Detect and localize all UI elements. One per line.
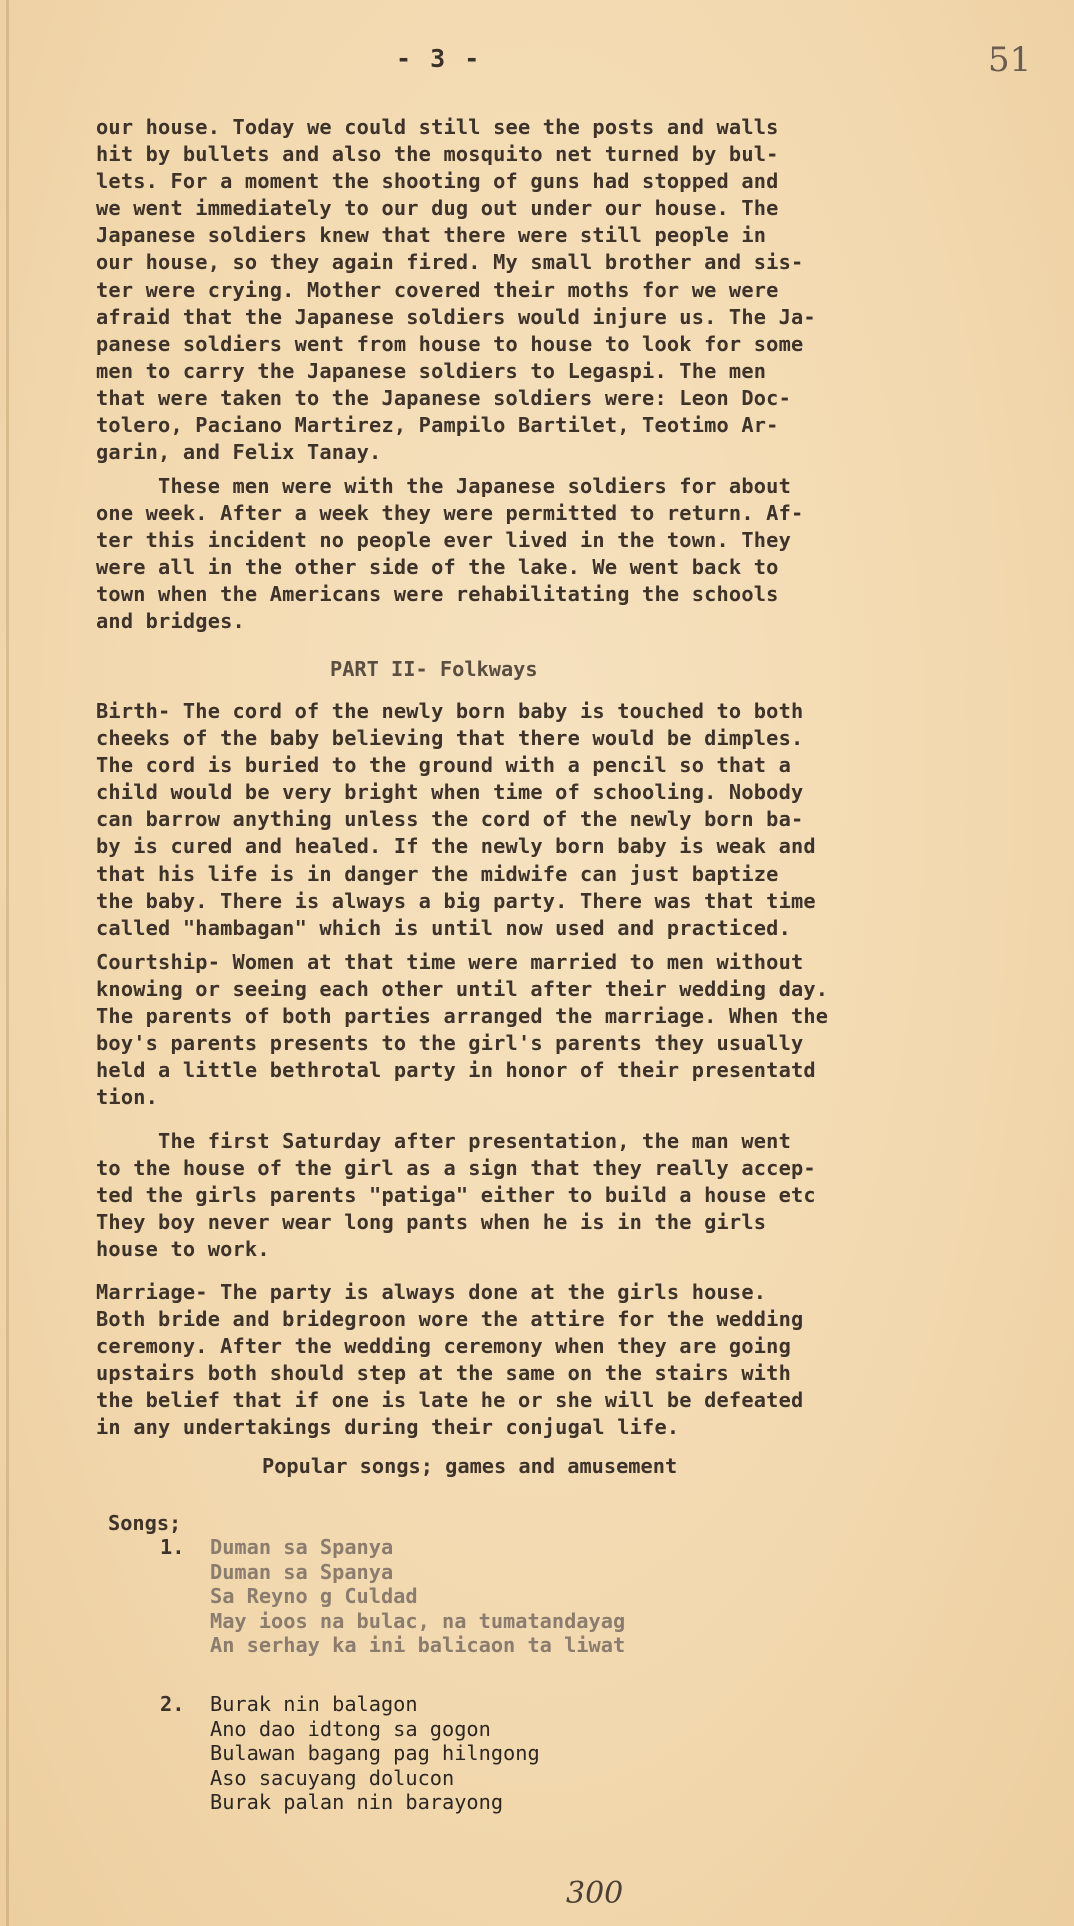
- song-number: 1.: [160, 1535, 185, 1559]
- song-lyrics: Duman sa Spanya Duman sa Spanya Sa Reyno g Culdad May ioos na bulac, na tumatandayag An serhay ka ini balicaon ta liwat: [210, 1535, 626, 1657]
- part-heading: PART II- Folkways: [330, 657, 538, 681]
- page-number: - 3 -: [396, 44, 482, 73]
- paragraph-marriage: Marriage- The party is always done at the girls house. Both bride and bridegroon wore the attire for the wedding ceremony. After the wedding ceremony when they are going upstairs both should step at the same on the stairs with the belief that if one is late he or she will be defeated in any undertakings during their conjugal life.: [96, 1280, 804, 1440]
- songs-label: Songs;: [108, 1511, 182, 1535]
- songs-section-heading: Popular songs; games and amusement: [262, 1454, 678, 1478]
- paragraph-presentation: The first Saturday after presentation, the man went to the house of the girl as a sign that they really accep- ted the girls parents "patiga" either to build a house etc They boy never wear long pants when he is in the girls house to work.: [96, 1129, 816, 1262]
- song-lyrics: Burak nin balagon Ano dao idtong sa gogon Bulawan bagang pag hilngong Aso sacuyang dolucon Burak palan nin barayong: [210, 1692, 540, 1814]
- paragraph-courtship: Courtship- Women at that time were married to men without knowing or seeing each other until after their wedding day. The parents of both parties arranged the marriage. When the boy's parents presents to the girl's parents they usually held a little bethrotal party in honor of their presentatd tion.: [96, 950, 829, 1110]
- folio-number: 51: [988, 40, 1032, 80]
- paragraph-birth: Birth- The cord of the newly born baby is touched to both cheeks of the baby believing that there would be dimples. The cord is buried to the ground with a pencil so that a child would be very bright when time of schooling. Nobody can barrow anything unless the cord of the newly born ba- by is cured and healed. If the newly born baby is weak and that his life is in danger the midwife can just baptize the baby. There is always a big party. There was that time called "hambagan" which is until now used and practiced.: [96, 699, 816, 940]
- page-crease: [6, 0, 9, 1926]
- song-number: 2.: [160, 1692, 185, 1716]
- archive-stamp: 300: [566, 1876, 624, 1911]
- paragraph-return: These men were with the Japanese soldiers for about one week. After a week they were permitted to return. Af- ter this incident no people ever lived in the town. They were all in the other side of the lake. We went back to town when the Americans were rehabilitating the schools and bridges.: [96, 474, 804, 634]
- paragraph-war-account: our house. Today we could still see the posts and walls hit by bullets and also the mosquito net turned by bul- lets. For a moment the shooting of guns had stopped and we went immediately to our dug out under our house. The Japanese soldiers knew that there were still people in our house, so they again fired. My small brother and sis- ter were crying. Mother covered their moths for we were afraid that the Japanese soldiers would injure us. The Ja- panese soldiers went from house to house to look for some men to carry the Japanese soldiers to Legaspi. The men that were taken to the Japanese soldiers were: Leon Doc- tolero, Paciano Martirez, Pampilo Bartilet, Teotimo Ar- garin, and Felix Tanay.: [96, 115, 816, 465]
